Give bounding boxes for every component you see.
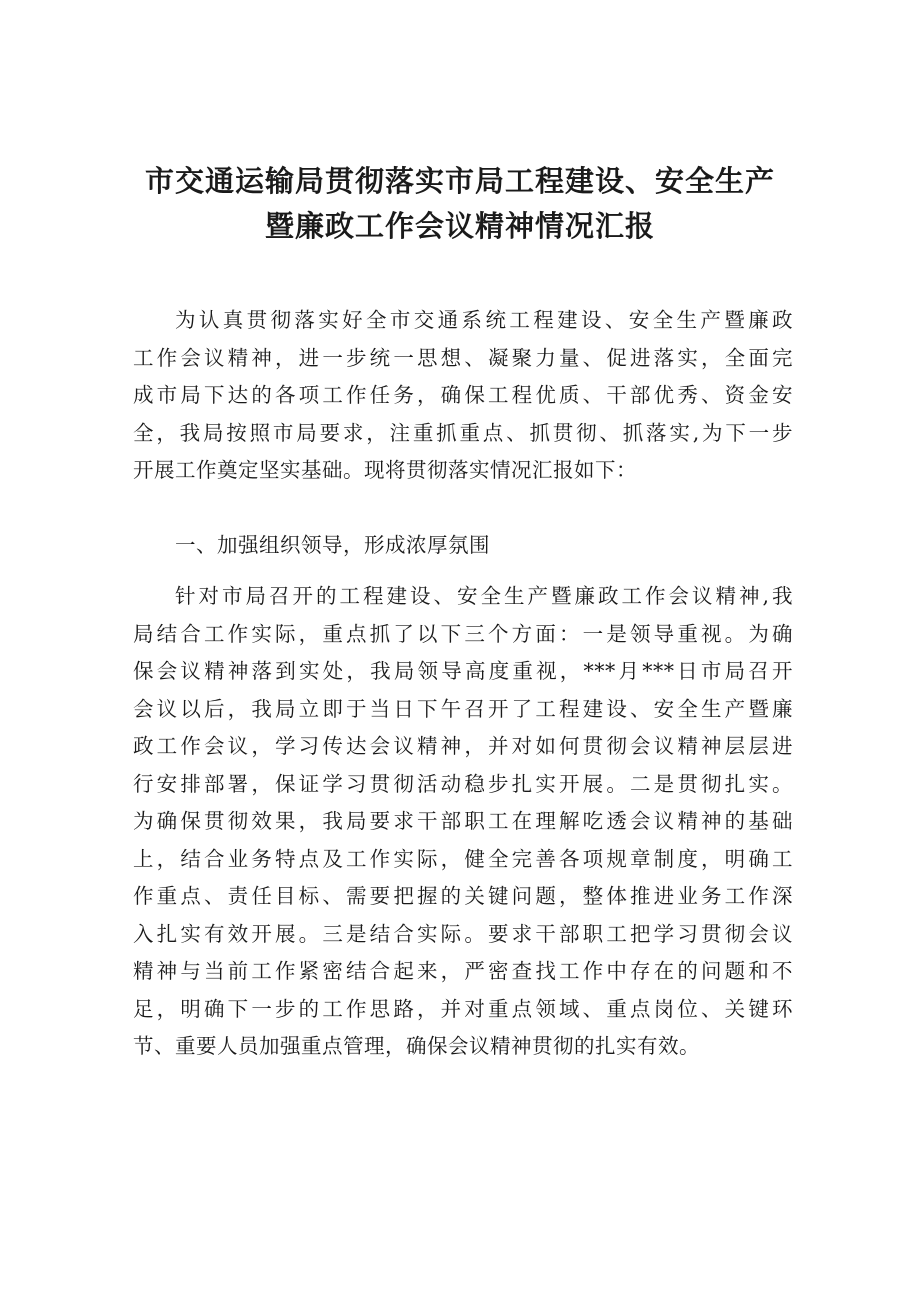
section-1-paragraph — [133, 578, 793, 1066]
paragraph-line: 行安排部署，保证学习贯彻活动稳步扎实开展。二是贯彻扎实。 — [133, 771, 793, 796]
section-heading-text: 一、加强组织领导，形成浓厚氛围 — [175, 533, 490, 557]
paragraph-line: 足，明确下一步的工作思路，并对重点领域、重点岗位、关键环 — [133, 996, 793, 1021]
paragraph-line: 针对市局召开的工程建设、安全生产暨廉政工作会议精神,我 — [175, 584, 793, 608]
paragraph-line: 精神与当前工作紧密结合起来，严密查找工作中存在的问题和不 — [133, 959, 793, 983]
paragraph-line: 开展工作奠定坚实基础。现将贯彻落实情况汇报如下： — [133, 458, 637, 482]
paragraph-line: 局结合工作实际，重点抓了以下三个方面：一是领导重视。为确 — [133, 621, 793, 646]
document-title-line-2: 暨廉政工作会议精神情况汇报 — [264, 209, 655, 243]
paragraph-line: 作重点、责任目标、需要把握的关键问题，整体推进业务工作深 — [133, 884, 793, 908]
paragraph-line: 入扎实有效开展。三是结合实际。要求干部职工把学习贯彻会议 — [133, 921, 793, 946]
paragraph-line: 为确保贯彻效果，我局要求干部职工在理解吃透会议精神的基础 — [133, 809, 793, 833]
paragraph-line: 全，我局按照市局要求，注重抓重点、抓贯彻、抓落实,为下一步 — [133, 420, 793, 445]
document-title-line-1: 市交通运输局贯彻落实市局工程建设、安全生产 — [144, 164, 775, 198]
paragraph-line: 保会议精神落到实处，我局领导高度重视，***月***日市局召开 — [133, 659, 793, 683]
paragraph-line: 政工作会议，学习传达会议精神，并对如何贯彻会议精神层层进 — [133, 734, 793, 758]
paragraph-line: 会议以后，我局立即于当日下午召开了工程建设、安全生产暨廉 — [133, 696, 793, 721]
intro-paragraph — [133, 302, 793, 490]
paragraph-line: 为认真贯彻落实好全市交通系统工程建设、安全生产暨廉政 — [175, 308, 793, 332]
paragraph-line: 工作会议精神，进一步统一思想、凝聚力量、促进落实，全面完 — [133, 345, 793, 370]
paragraph-line: 节、重要人员加强重点管理，确保会议精神贯彻的扎实有效。 — [133, 1034, 700, 1058]
paragraph-line: 上，结合业务特点及工作实际，健全完善各项规章制度，明确工 — [133, 846, 793, 871]
paragraph-line: 成市局下达的各项工作任务，确保工程优质、干部优秀、资金安 — [133, 383, 793, 407]
section-heading — [133, 527, 793, 565]
